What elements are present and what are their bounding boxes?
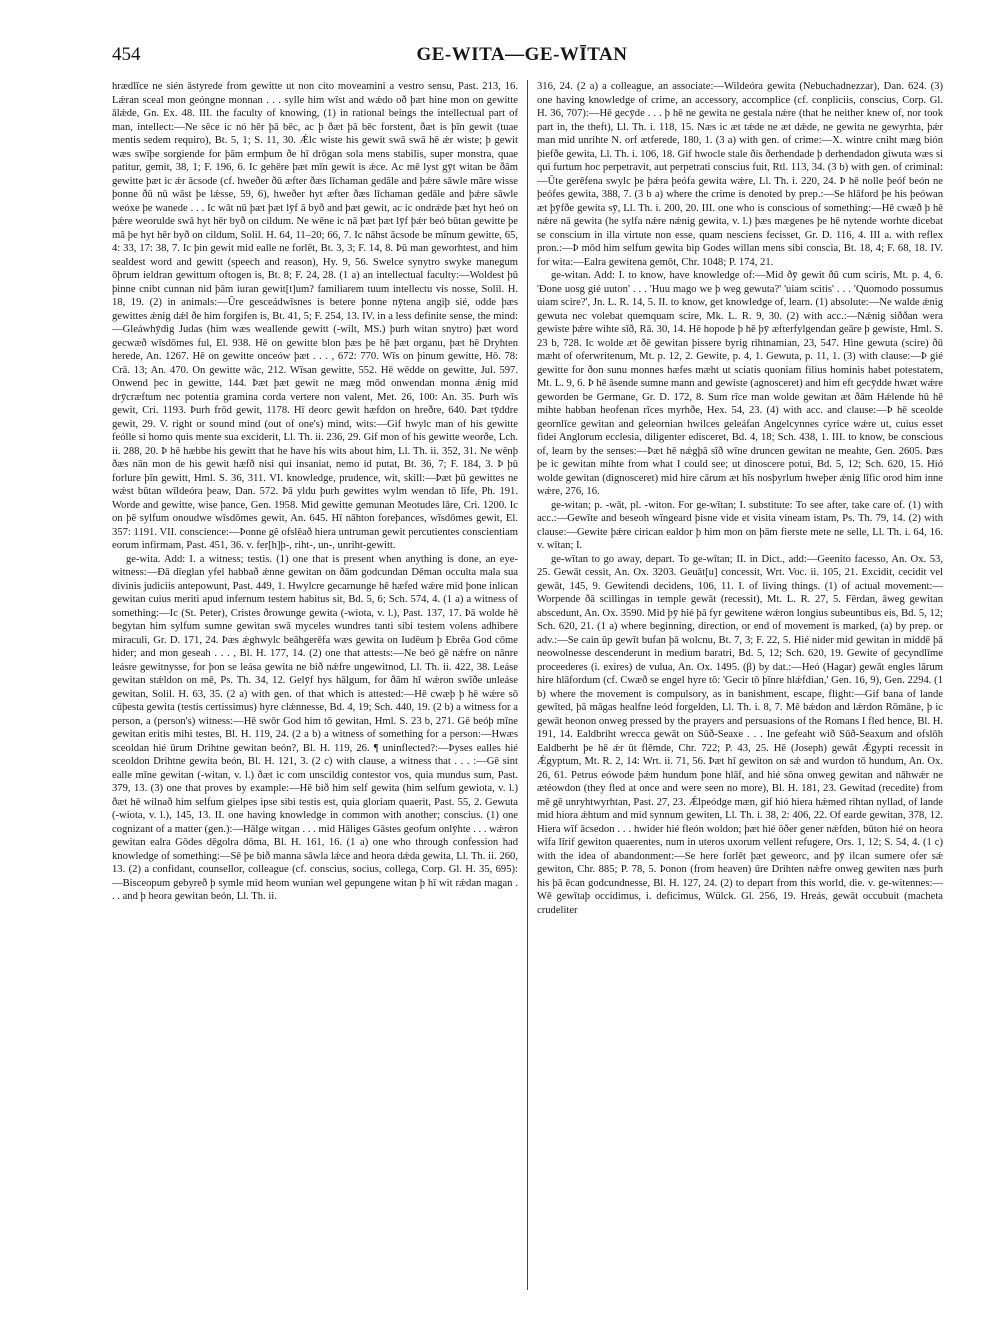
entry-gewitt-continued: hrædlīce ne sién āstyrede from gewitte ut non cito moveamini a vestro sensu, Past. 213, 16. Lǽran sceal mon geóngne monnan . . . sylle him wīst and wǽdo oð þæt hine mon on gewitte ālǽde, Gn. Ex. 48. III. the faculty of knowing, (1) in rational beings the intellectual part of man, intellect:—Ne sēce ic nó hēr þā bēc, ac þ ðæt þā bēc forstent, ðæt is þīn gewit (tuae mentis sedem requiro), Bt. 5, 1; S. 11, 30. Ǽlc wiste his gewit swā swā hē ǽr wiste; þ gewit wæs swīþe sorgiende for þām ermþum ðe hī drōgan sola mens stabilis, super monstra, quae patitur, gemit, 38, 1; F. 196, 6. Ic gehēre þæt mīn gewit is ǽce. Ac mē lyst gȳt witan be ðām gewitte þæt ic ǽr ācsode (cf. hweðer ðū æfter ðæs līchaman gedāle and þǽre sāwle māre wisse þonne ðū nū wāst þe lǽsse, 59, 6), hweðer hyt æfter ðæs līchaman gedāle and þǽre sāwle weóxe þe wanede . . . Ic wāt nū þæt þæt lȳf ā byð and þæt gewit, ac ic ondrǽde þæt hyt heó on þǽre weorulde swā hyt hēr byð on cildum. Ne wēne ic nā þæt þæt lȳf þǽr beó būtan gewitte þe mā þe hyt hēr byð on cildum, Solil. H. 64, 11–20; 66, 7. Ic nāhst ācsode be mīnum gewitte, 65, 4: 33, 17: 38, 7. Ic þin gewit mid ealle ne forlēt, Bt. 3, 3; F. 14, 8. Þū man geworhtest, and him sealdest word and gewitt (speech and reason), Hy. 9, 56. Swelce synytro swyke manegum ōþrum ieldran gewittum oftogen is, Bt. 8; F. 24, 28. (1 a) an intellectual faculty:—Woldest þū þinne cnibt cunnan nid þām iuran gewit[t]um? familiarem tuum intellectu vis nosse, Solil. H. 18, 19. (2) in animals:—Ūre gesceádwīsnes is betere þonne nȳtena angiþ sié, odde þæs gewittes ǽnig dǽl ðe him forgifen is, Bt. 41, 5; F. 254, 13. IV. in a less definite sense, the mind:—Gleáwhȳdig Judas (him wæs weallende gewitt (-wilt, MS.) þurh witan snytro) þæt word gecwæð wīsdōmes ful, El. 938. Hē on gewitte blon þæs þe hē þæt organu, þæt hē Dryhten herede, An. 1267. Hē on gewitte onceów þæt . . . , 672: 770. Wīs on þinum gewitte, Hō. 78: Crā. 13; An. 470. On gewitte wāc, 212. Wīsan gewitte, 552. Hē wēdde on gewitte, Jul. 597. Onwend þec in gewitte, 144. Þæt þæt gewit ne mæg mōd onwendan monna ǽnig mid drȳcræftum nec potentia gramina corda vertere non valent, Met. 26, 100: An. 35. Þurh wīs gewit, Cri. 1193. Þurh frōd gewit, 1178. Hī deorc gewit hæfdon on hreðre, 640. Þæt tȳddre gewit, 29. V. right or sound mind (out of one's) mind, wits:—Gif hwylc man of his gewitte feólle si homo quis mente sua exciderit, Ll. Th. ii. 236, 29. Gif mon of his gewitte weorðe, Lch. ii. 288, 20. Þ hē hæbbe his gewitt that he have his wits about him, Ll. Th. ii. 352, 31. Ne wēnþ ðæs nān mon de his gewit hæfð nisi qui insaniat, nemo id putat, Bt. 36, 7; F. 184, 3. Þ þū forlure þīn gewitt, Hml. S. 36, 311. VI. knowledge, prudence, wit, skill:—Þæt þū gewittes ne wǽst būtan wīldeóra þeaw, Dan. 572. Þā yldu þurh gewittes wylm wendan tō līfe, Ph. 191. Worde and gewitte, wise þance, Gen. 1958. Mid gewitte gemunan Meotudes lāre, Cri. 1200. Ic on þē sylfum onoudwe wīsdōmes gewit, An. 645. Hī nāhton foreþances, wīsdōmes gewit, El. 357: 1191. VII. conscience:—Þonne gē ofslēað hiera untruman gewit percutientes conscientiam eorum infirmam, Past. 451, 36. v. fer[h]þ-, riht-, un-, unriht-gewitt. (112, 81, 518, 551)
page-number: 454 (112, 44, 141, 65)
left-column (112, 80, 518, 1292)
entry-ge-wita: ge-wita. Add: I. a witness; testis. (1) one that is present when anything is done, an eye-witness:—Ðā dīeglan yfel habbað ǽnne gewitan on ðām godcundan Dēman occulta mala sua divinis judiciis antepowunt, Past. 449, 1. Hwylcre gecarnunge hē hæfed wǽre mid þone inlican gewitan cuius meriti apud infernum testem habitus sit, Bd. 5, 6; Sch. 574, 4. (1 a) a witness of something:—Ic (St. Peter), Cristes ðrowunge gewita (-wiota, v. l.), Past. 137, 17. Þā wolde hē begytan him sylfum sumne gewitan swā myceles wundres tanti sibi testem volens adhibere miraculi, Gr. D. 171, 24. Þæs ǽghwylc beāhgerēfa wæs gewita on Iudēum þ Ebrēa God cōme hider; and mon geseah . . . , Bl. H. 177, 14. (2) one that attests:—Ne beó gē nǽfre on nānre leásre gewitnysse, for þon se leása gewita ne bið nǽfre ungewitnod, Ll. Th. ii. 422, 38. Leáse gewitan stǽldon on mē, Ps. Th. 34, 12. Gelȳf hys hālgum, for ðām hī wǽron swīðe unleáse gewitan, Solil. H. 63, 35. (2 a) with gen. of that which is attested:—Hē cwæþ þ hē wǽre sō cūþesta gewita (testis certissimus) hyre clǽnnesse, Bd. 4, 19; Sch. 440, 19. (2 b) a witness for a person, a (person's) witness:—Hē swōr God him tō gewitan, Hml. S. 23 b, 271. Gē beóþ mīne gewitan eritis mihi testes, Bl. H. 119, 24. (2 a b) a witness of something for a person:—Hwæs sceoldan hié ūrum Drihtne gewitan beón?, Bl. H. 119, 26. ¶ uninflected?:—Þyses ealles hié sceoldon Drihtne gewita beón, Bl. H. 121, 3. (2 c) with clause, a witness that . . . :—Gē sint ealle mīne gewitan (-witan, v. l.) ðæt ic com unscildig contestor vos, quia mundus sum, Past. 379, 13. (3) one that proves by example:—Hē bið him self gewita (him selfum gewiota, v. l.) ðæt hē wilnað him selfum gielpes ipse sibi testis est, quia gloriam quaerit, Past. 55, 2. Gewuta (-wiota, v. l.), 145, 13. II. one having knowledge in common with another; conscius. (1) one cognizant of a matter (gen.):—Hālge witgan . . . mid Hāliges Gāstes geofum onlȳhte . . . wǽron gewitan ealra Gōdes dēgolra dōma, Bl. H. 161, 16. (1 a) one who through confession had knowledge of something:—Sē þe bið manna sāwla lǽce and heora dǽda gewita, Ll. Th. ii. 260, 13. (2) a confidant, counsellor, colleague (cf. conscius, socius, collega, Corp. Gl. H. 35, 695):—Bisceopum gebyreð þ symle mid heom wunian wel gepungene witan þ hī wit rǽdan magan . . . and þ heora gewitan beón, Ll. Th. ii. (112, 553, 518, 902)
entry-ge-wita-continued: 316, 24. (2 a) a colleague, an associate:—Wildeóra gewita (Nebuchadnezzar), Dan. 624. (3) one having knowledge of crime, an accessory, accomplice (cf. conpliciis, conscius, Corp. Gl. H. 36, 707):—Hē gecȳde . . . þ hē ne gewita ne gestala nǽre (that he neither knew of, nor took part in, the theft), Ll. Th. i. 118, 15. Næs ic æt tǽde ne æt dǽde, ne gewita ne gewyrhta, þǽr man mid unrihte N. orf ætferede, 180, 1. (3 a) with gen. of crime:—X. wintre cniht mæg bión þiefðe gewita, Ll. Th. i. 106, 18. Gif hwocle stale ðis ðerhendade þ derhendadon giwuta wæs si qui furtum hoc perpetravit, aut perpetrati conscius fuit, Rtl. 113, 34. (3 b) with gen. of criminal:—Ūte gerēfena swylc þe þǽra þeófa gewita wǽre, Ll. Th. i. 220, 24. Þ hē nolle þeóf beón ne þeófes gewita, 388, 7. (3 b a) where the crime is denoted by prep.:—Se hlāford þe his þeówan æt þȳfðe gewita sȳ, Ll. Th. i. 200, 20. III. one who is conscious of something:—Hē cwæð þ hē nǽre nā gewita (he sylfa nǽre nǽnig gewita, v. l.) þæs mægenes þe hē nytende worhte dicebat se conscium in illa virtute non esse, quam nesciens fecisset, Gr. D. 116, 4. III a. with reflex pron.:—Þ mōd him selfum gewita bip Godes willan mens sibi conscia, Bt. 18, 4; F. 68, 18. IV. for wita:—Ealra gewitena gemōt, Chr. 1048; P. 174, 21. (537, 81, 943, 268)
entry-ge-witan-know: ge-witan. Add: I. to know, have knowledge of:—Mid ðȳ gewit ðū cum sciris, Mt. p. 4, 6. 'Ðone uosg gié uuton' . . . 'Huu mago we þ weg gewuta?' 'uiam scitis' . . . 'Quomodo possumus uiam scire?', Jn. L. R. 14, 5. II. to know, get knowledge of, learn. (1) absolute:—Ne walde ǽnig gewuta nec volebat quemquam scire, Mk. L. R. 9, 30. (2) with acc.:—Nǽnig siððan wera gewiste þǽre wihte sīð, Rā. 30, 14. Hē hopode þ hē þȳ æfterfylgendan geāre þ gewiste, Hml. S. 23 b, 728. Ic wolde æt ðē gewitan þissere byrig rihtnamian, 23, 547. Hine gewuta (scire) ðū mæht of oferwritenum, Mt. p. 12, 2. Gewite, p. 4, 1. Gewuta, p. 11, 1. (3) with clause:—Þ gié gewitte for ðon sunu monnes hæfes mæht ut sciatis quoniam filius hominis habet potestatem, Mt. L. 9, 6. Þ hē āsende sumne mann and gewiste (agnosceret) and him eft gecȳdde hwæt wǽre geworden be Germane, Gr. D. 172, 8. Sum rīce man wolde gewitan æt ðām Hǽlende hū hē mihte habban heofenan rīces myrhðe, Hex. 54, 23. (4) with acc. and clause:—Þ hē sceolde geornlīce gewitan and geleornian hwilces geleáfan Angelcynnes cyrice wǽre ut, cuius esset fidei Anglorum ecclesia, diligenter edisceret, Bd. 4, 18; Sch. 438, 1. III. to know, be conscious of, learn by the senses:—Þæt hē nǽgþā sīð wīne druncen gewitan ne meahte, Gen. 2605. Þæs þe ic gewitan mihte from what I could see; ut dinoscere potui, Bd. 5, 12; Sch. 620, 15. Hió wolde gewitan (dignosceret) mid hire cārum æt hīs nosþyrlum hweþer ǽnig līfic orod him inne wǽre, 276, 16. (537, 270, 943, 497)
entry-ge-witan-depart: ge-wītan to go away, depart. To ge-wītan; II. in Dict., add:—Geenito facesso, An. Ox. 53, 25. Gewāt cessit, An. Ox. 3203. Geuāt[u] concessit, Wrt. Voc. ii. 105, 21. Excidit, cecidit vel gewāt, 145, 9. Gewitendi decidens, 106, 11. I. of living things. (1) of actual movement:—Worpende ðā scillingas in temple gewāt (recessit), Mt. L. R. 27, 5. Fērdan, āweg gewitan abscedunt, An. Ox. 3590. Mid þȳ hié þā fyr gewitene wǽron longius subeuntibus eis, Bd. 5, 12; Sch. 620, 21. (1 a) where beginning, direction, or end of movement is marked, (a) by prep. or adv.:—Se cain ūp gewīt bufan þā wolcnu, Bt. 7, 3; F. 22, 5. Hié nider mid gewitan in middē þā neowolnesse descenderunt in medium baratri, Bd. 5, 12; Sch. 620, 19. Gewite of gecyndlīme proceederes (i. exires) de vulua, An. Ox. 1495. (β) by dat.:—Heó (Hagar) gewāt engles lārum hire hlāfordum (cf. Cwæð se engel hyre tō: 'Gecir tō þīnre hlǽfdian,' Gen. 16, 9), Gen. 2294. (1 b) where the movement is compulsory, as in banishment, escape, flight:—Gif bana of lande gewīted, þā māgas healfne leód forgelden, Ll. Th. i. 8, 7. Mē bǽdon and lǽrdon Rōmāne, þ ic gewāt heonon onweg pressed by the prayers and persuasions of the Romans I fled hence, Bl. H. 191, 14. Ealdbriht wrecca gewāt on Sūð-Seaxe . . . Ine gefeaht wið Sūð-Seaxum and ofslōh Ealdberht þe hē ǽr ūt flēmde, Chr. 722; P. 43, 25. Hē (Joseph) gewāt Ǽgypti recessit in Ǽgyptum, Mt. R. 2, 14: Wrt. ii. 71, 56. Þæt hī gewiton on sǽ and wurdon tō hundum, An. Ox. 26, 61. Petrus eówode þǽm hundum þone hlāf, and hié sōna onweg gewitan and nāhwǽr ne ætéowdon (they fled at once and were seen no more), Bl. H. 181, 23. Gewitad (recedite) from mē gē unryhtwyrhtan, Past. 27, 23. Ǽlpeódge mæn, gif hió hiera hǽmed rihtan nyllad, of lande mid hiora ǽhtum and mid synnum gewiten, Ll. Th. i. 38, 2: 406, 22. Of earde gewitan, 378, 12. Hiera wīf ācsedon . . . hwider hié fleón woldon; þæt hié ōðer gener nǽfden, būton hié on heora wīfa līrif gewiton quaerentes, num in uteros uxorum vellent refugere, Ors. 1, 12; S. 54, 4. (1 c) with the idea of abandonment:—Se here forlēt þæt geweorc, and þȳ ilcan sumere ofer sǽ gewiton, Chr. 885; P. 78, 5. Þonon (from heaven) ūre Drihten nǽfre onweg gewiten næs þurh his þā ēcan godcundnesse, Bl. H. 127, 24. (2) to depart from this world, die. v. ge-witennes:—Wē gewītaþ occidimus, i. deficimus, Wülck. Gl. 256, 19. Hreás, gewāt occubuit (macheta crudeliter (537, 553, 943, 916)
column-divider (527, 80, 528, 1290)
running-head: GE-WITA—GE-WĪTAN (416, 44, 628, 65)
running-header (112, 44, 932, 76)
entry-ge-witan-see-after: ge-witan; p. -wāt, pl. -witon. For ge-wītan; I. substitute: To see after, take care of. (1) with acc.:—Gewīte and beseoh wīngeard þisne vide et visita vineam istam, Ps. Th. 79, 14. (2) with clause:—Gewite þǽre cirican ealdor þ him mon on þām fierste mete ne selle, Ll. Th. i. 64, 16. v. wītan; I. (537, 499, 943, 551)
right-column (537, 80, 943, 1292)
